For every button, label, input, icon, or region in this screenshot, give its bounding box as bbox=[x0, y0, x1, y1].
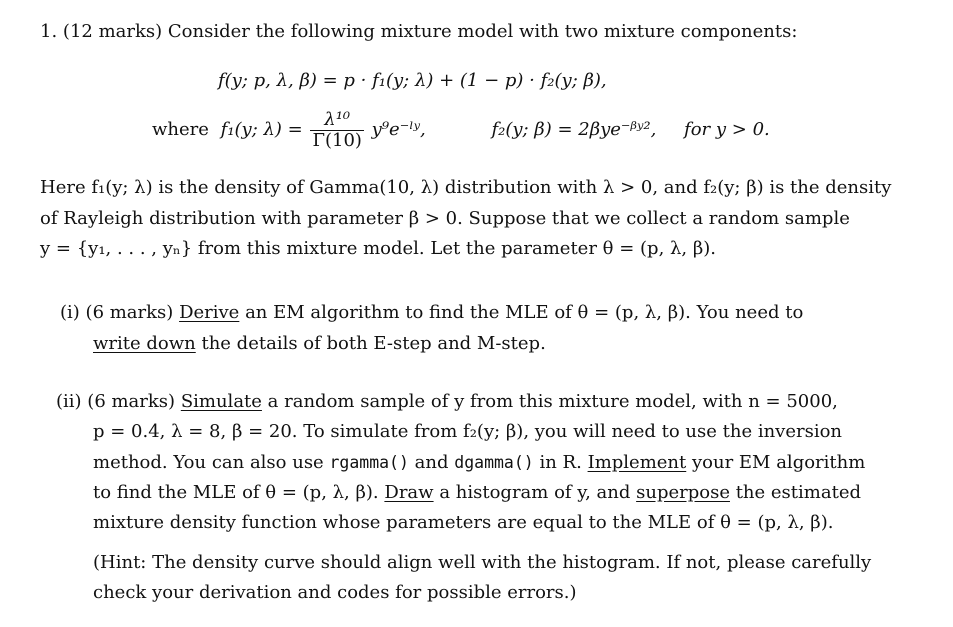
f1-numerator: λ¹⁰ bbox=[310, 110, 363, 131]
part-ii-draw: Draw bbox=[384, 482, 434, 503]
question-marks: (12 marks) bbox=[62, 21, 163, 42]
part-ii-line-4-b: a histogram of y, and bbox=[439, 482, 631, 503]
question-number: 1. bbox=[40, 21, 58, 42]
part-ii-line-3-a: method. You can also use bbox=[93, 452, 324, 473]
where-label: where bbox=[152, 119, 209, 140]
hint-line-2: check your derivation and codes for possible errors.) bbox=[93, 582, 577, 603]
part-i-marks: (6 marks) bbox=[85, 302, 174, 323]
description-line-2: of Rayleigh distribution with parameter β > 0. Suppose that we collect a random sample bbox=[40, 208, 850, 229]
part-ii-line-4-a: to find the MLE of θ = (p, λ, β). bbox=[93, 482, 379, 503]
part-ii-line-3-c: in R. bbox=[539, 452, 582, 473]
part-i-text-1: an EM algorithm to find the MLE of θ = (p, λ, β). You need to bbox=[245, 302, 804, 323]
part-ii-superpose: superpose bbox=[636, 482, 730, 503]
part-ii-line-1-rest: a random sample of y from this mixture model, with n = 5000, bbox=[267, 391, 838, 412]
hint-line-1: (Hint: The density curve should align well with the histogram. If not, please carefully bbox=[93, 552, 872, 573]
part-ii-marks: (6 marks) bbox=[87, 391, 176, 412]
f1-rest: y⁹e⁻ˡʸ, bbox=[371, 119, 426, 140]
code-rgamma: rgamma() bbox=[329, 453, 409, 472]
part-ii-simulate: Simulate bbox=[180, 391, 262, 412]
part-i-text-2: the details of both E-step and M-step. bbox=[201, 333, 546, 354]
code-dgamma: dgamma() bbox=[454, 453, 534, 472]
question-header bbox=[40, 21, 797, 43]
component-densities bbox=[152, 108, 770, 152]
support-domain: for y > 0. bbox=[684, 119, 770, 140]
part-ii-line-3 bbox=[93, 452, 865, 474]
description-line-1: Here f₁(y; λ) is the density of Gamma(10, λ) distribution with λ > 0, and f₂(y; β) is the density bbox=[40, 177, 892, 198]
part-i-line-2 bbox=[93, 333, 546, 355]
part-i-derive: Derive bbox=[179, 302, 240, 323]
f1-lhs: f₁(y; λ) = bbox=[220, 119, 303, 140]
part-ii-implement: Implement bbox=[587, 452, 687, 473]
question-intro: Consider the following mixture model with two mixture components: bbox=[167, 21, 798, 42]
part-i-write-down: write down bbox=[93, 333, 196, 354]
part-ii-line-4-c: the estimated bbox=[735, 482, 861, 503]
mixture-equation: f(y; p, λ, β) = p · f₁(y; λ) + (1 − p) · f₂(y; β), bbox=[218, 70, 607, 91]
part-ii-line-1 bbox=[56, 391, 838, 413]
f1-denominator: Γ(10) bbox=[312, 129, 362, 151]
part-ii-line-3-d: your EM algorithm bbox=[691, 452, 866, 473]
part-i-line-1 bbox=[60, 302, 803, 324]
f1-fraction bbox=[310, 110, 363, 151]
part-ii-line-4 bbox=[93, 482, 861, 504]
description-line-3: y = {y₁, . . . , yₙ} from this mixture model. Let the parameter θ = (p, λ, β). bbox=[40, 238, 717, 259]
part-ii-label: (ii) bbox=[56, 391, 82, 412]
part-i-label: (i) bbox=[60, 302, 80, 323]
part-ii-line-5: mixture density function whose parameters are equal to the MLE of θ = (p, λ, β). bbox=[93, 512, 834, 533]
f2-density: f₂(y; β) = 2βye⁻ᵝʸ², bbox=[491, 119, 657, 140]
part-ii-line-3-b: and bbox=[414, 452, 449, 473]
part-ii-line-2: p = 0.4, λ = 8, β = 20. To simulate from f₂(y; β), you will need to use the inversion bbox=[93, 421, 843, 442]
